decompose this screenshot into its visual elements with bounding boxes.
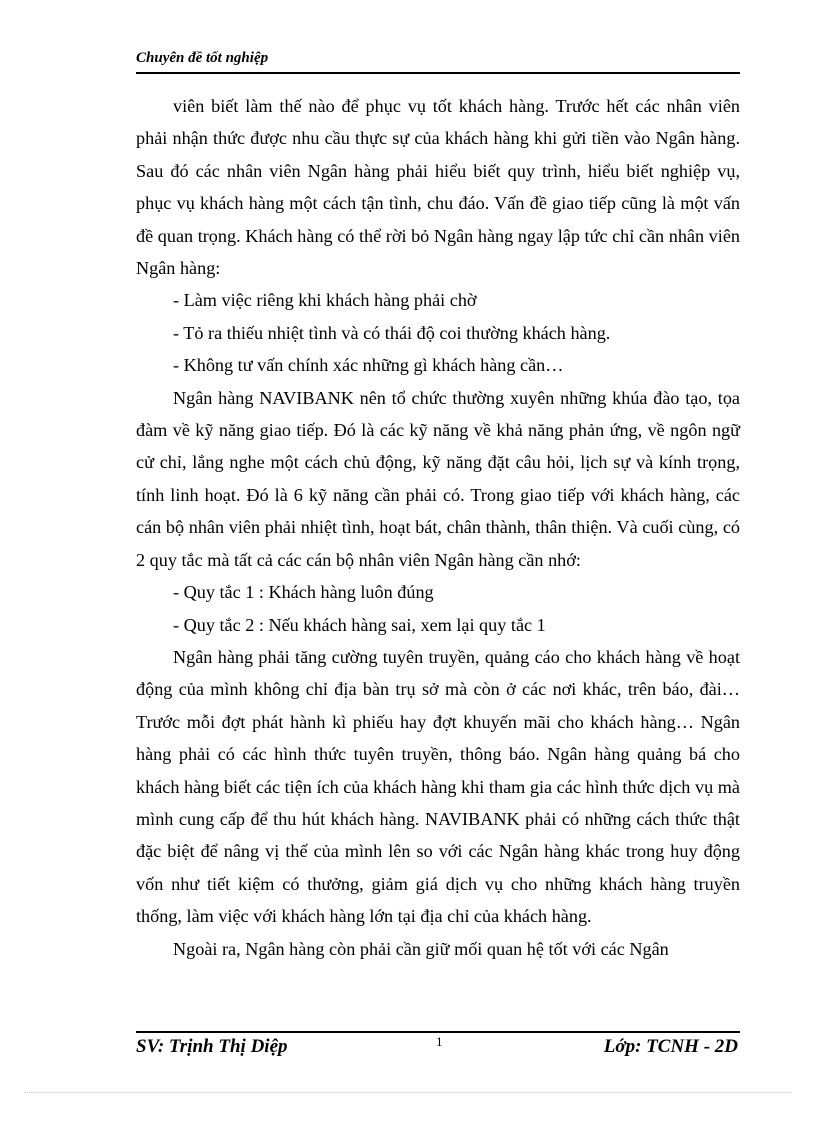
bullet-item: - Tỏ ra thiếu nhiệt tình và có thái độ coi thường khách hàng. [173,322,611,343]
page-number: 1 [436,1034,443,1049]
page-boundary [24,1092,792,1093]
bullet-item: - Không tư vấn chính xác những gì khách hàng cần… [173,355,564,376]
bullet-item: - Quy tắc 1 : Khách hàng luôn đúng [173,582,434,603]
body-paragraph: Ngoài ra, Ngân hàng còn phải cần giữ mối quan hệ tốt với các Ngân [173,938,669,959]
body-paragraph: Ngân hàng NAVIBANK nên tổ chức thường xuyên những khúa đào tạo, tọa đàm về kỹ năng giao tiếp. Đó là các kỹ năng về khả năng phản ứng, về ngôn ngữ cử chỉ, lắng nghe một cách chủ động, kỹ năng đặt câu hỏi, lịch sự và kính trọng, tính linh hoạt. Đó là 6 kỹ năng cần phải có. Trong giao tiếp với khách hàng, các cán bộ nhân viên phải nhiệt tình, hoạt bát, chân thành, thân thiện. Và cuối cùng, có 2 quy tắc mà tất cả các cán bộ nhân viên Ngân hàng cần nhớ: [136,387,740,570]
header-divider [136,72,740,74]
document-body [136,90,740,965]
bullet-item: - Làm việc riêng khi khách hàng phải chờ [173,290,477,311]
footer-divider [136,1031,740,1033]
body-paragraph: viên biết làm thế nào để phục vụ tốt khách hàng. Trước hết các nhân viên phải nhận thức được nhu cầu thực sự của khách hàng khi gửi tiền vào Ngân hàng. Sau đó các nhân viên Ngân hàng phải hiểu biết quy trình, hiểu biết nghiệp vụ, phục vụ khách hàng một cách tận tình, chu đáo. Vấn đề giao tiếp cũng là một vấn đề quan trọng. Khách hàng có thể rời bỏ Ngân hàng ngay lập tức chỉ cần nhân viên Ngân hàng: [136,96,740,279]
bullet-item: - Quy tắc 2 : Nếu khách hàng sai, xem lại quy tắc 1 [173,614,546,635]
footer-student-name: SV: Trịnh Thị Diệp [136,1036,288,1057]
footer-class-label: Lớp: TCNH - 2D [603,1036,738,1057]
body-paragraph: Ngân hàng phải tăng cường tuyên truyền, quảng cáo cho khách hàng về hoạt động của mình không chỉ địa bàn trụ sở mà còn ở các nơi khác, trên báo, đài… Trước mỗi đợt phát hành kì phiếu hay đợt khuyến mãi cho khách hàng… Ngân hàng phải có các hình thức tuyên truyền, thông báo. Ngân hàng quảng bá cho khách hàng biết các tiện ích của khách hàng khi tham gia các hình thức dịch vụ mà mình cung cấp để thu hút khách hàng. NAVIBANK phải có những cách thức thật đặc biệt để nâng vị thế của mình lên so với các Ngân hàng khác trong huy động vốn như tiết kiệm có thưởng, giảm giá dịch vụ cho những khách hàng truyền thống, làm việc với khách hàng lớn tại địa chỉ của khách hàng. [136,646,740,927]
header-title: Chuyên đề tốt nghiệp [136,50,269,66]
